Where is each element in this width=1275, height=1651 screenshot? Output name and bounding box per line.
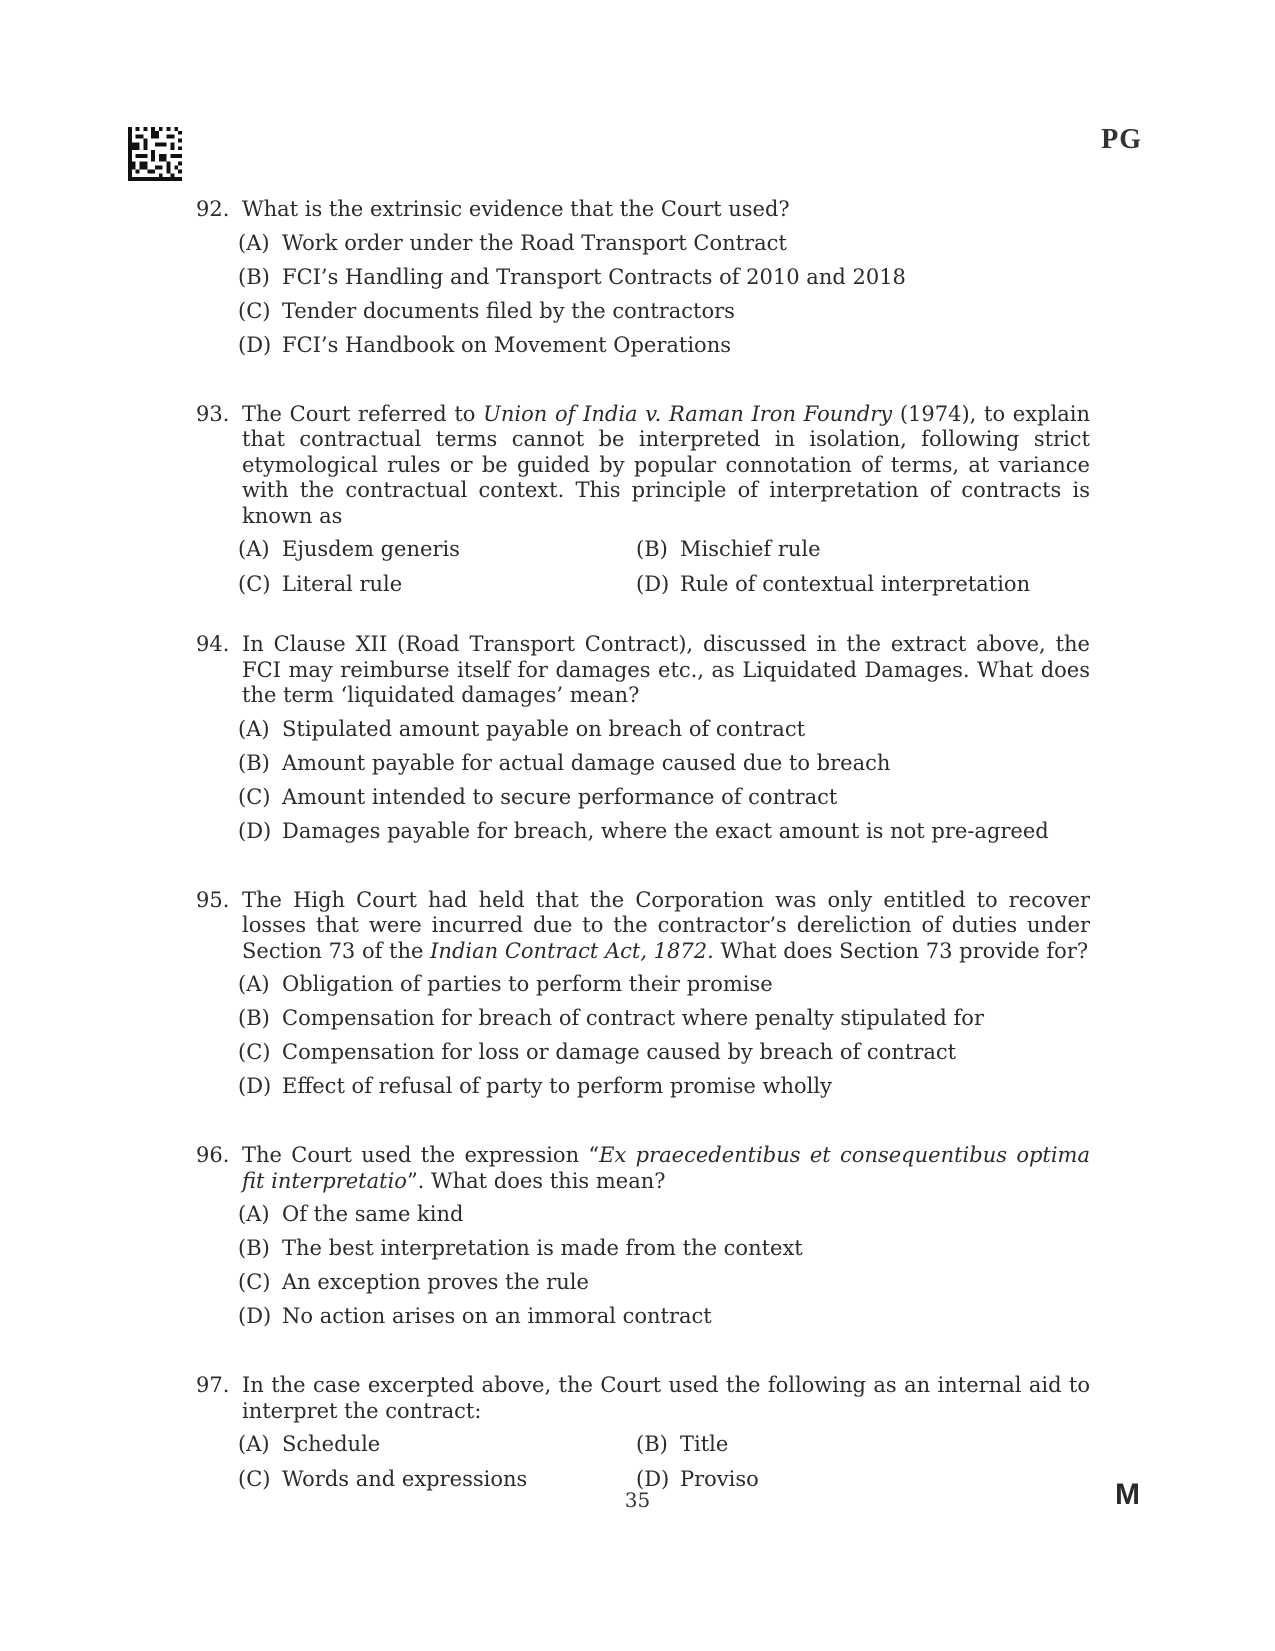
option-b — [238, 751, 1090, 785]
question-text — [242, 197, 1090, 223]
question-text — [242, 888, 1090, 965]
option-list — [238, 537, 1090, 597]
option-label: (D) — [238, 1074, 272, 1098]
option-label: (C) — [238, 571, 271, 596]
option-text: Proviso — [680, 1466, 759, 1491]
option-text: Literal rule — [282, 571, 403, 596]
option-label: (D) — [238, 1304, 272, 1328]
option-c — [238, 572, 636, 598]
option-list — [238, 1202, 1090, 1338]
series-code: M — [1115, 1478, 1140, 1511]
option-a — [238, 972, 1090, 1006]
option-label: (B) — [238, 750, 270, 775]
option-label: (C) — [238, 1270, 271, 1294]
datamatrix-code-icon — [128, 127, 182, 181]
option-text: Rule of contextual interpretation — [680, 571, 1031, 596]
page-number: 35 — [624, 1488, 651, 1512]
option-d — [636, 572, 1090, 598]
question-94 — [196, 632, 1090, 853]
question-96 — [196, 1143, 1090, 1338]
option-list — [238, 231, 1090, 367]
option-text: Compensation for breach of contract where penalty stipulated for — [282, 1006, 984, 1030]
question-text — [242, 632, 1090, 709]
question-number: 94. — [196, 632, 230, 656]
option-d — [238, 1304, 1090, 1338]
option-text: Mischief rule — [680, 537, 821, 561]
option-label: (B) — [238, 1006, 270, 1030]
option-text: An exception proves the rule — [282, 1270, 589, 1294]
option-text: FCI’s Handling and Transport Contracts of 2010 and 2018 — [282, 264, 906, 289]
option-label: (D) — [238, 818, 272, 843]
question-92 — [196, 197, 1090, 367]
question-number: 96. — [196, 1143, 230, 1167]
question-text-italic: Union of India v. Raman Iron Foundry — [483, 401, 893, 426]
paper-code: PG — [1101, 124, 1142, 155]
question-number: 95. — [196, 887, 230, 912]
option-c — [238, 1040, 1090, 1074]
option-a — [238, 537, 636, 563]
option-label: (A) — [238, 537, 270, 561]
question-95 — [196, 888, 1090, 1109]
option-text: Stipulated amount payable on breach of contract — [282, 716, 806, 741]
option-text: Work order under the Road Transport Contract — [282, 230, 787, 255]
option-c — [238, 299, 1090, 333]
question-text-segment: The Court used the expression “ — [242, 1143, 600, 1167]
option-text: No action arises on an immoral contract — [282, 1304, 712, 1328]
option-label: (B) — [238, 264, 270, 289]
question-number: 97. — [196, 1373, 230, 1397]
option-text: Amount intended to secure performance of contract — [282, 784, 838, 809]
option-a — [238, 231, 1090, 265]
option-b — [238, 265, 1090, 299]
option-text: FCI’s Handbook on Movement Operations — [282, 332, 731, 357]
option-text: Effect of refusal of party to perform promise wholly — [282, 1074, 832, 1098]
option-text: Ejusdem generis — [282, 537, 460, 561]
question-text-italic: Indian Contract Act, 1872. — [430, 938, 714, 963]
option-text: Amount payable for actual damage caused due to breach — [282, 750, 891, 775]
option-text: Title — [680, 1432, 729, 1456]
option-b — [238, 1236, 1090, 1270]
question-number: 92. — [196, 197, 230, 221]
option-label: (C) — [238, 784, 271, 809]
option-c — [238, 785, 1090, 819]
question-text-segment: The High Court had held that the Corporation was only entitled to recover losses that were incurred due to the contractor’s dereliction of duties under Section 73 of the — [242, 887, 1090, 963]
option-label: (C) — [238, 298, 271, 323]
question-text-segment: In Clause XII (Road Transport Contract), discussed in the extract above, the FCI may reimburse itself for damages etc., as Liquidated Damages. What does the term ‘liquidated damages’ mean? — [242, 632, 1090, 707]
option-label: (A) — [238, 972, 270, 996]
option-label: (B) — [238, 1236, 270, 1260]
option-label: (D) — [636, 1466, 670, 1491]
option-label: (A) — [238, 1432, 270, 1456]
question-text-segment: (1974), to explain that contractual terms cannot be interpreted in isolation, following strict etymological rules or be guided by popular connotation of terms, at variance with the contractual context. This principle of interpretation of contracts is known as — [242, 401, 1091, 528]
option-label: (B) — [636, 1432, 668, 1456]
question-text-segment: What is the extrinsic evidence that the Court used? — [242, 197, 790, 221]
question-text-segment: The Court referred to — [242, 401, 484, 426]
option-a — [238, 1432, 636, 1458]
option-d — [238, 333, 1090, 367]
option-label: (C) — [238, 1466, 271, 1491]
question-text — [242, 1373, 1090, 1424]
option-c — [238, 1270, 1090, 1304]
option-label: (A) — [238, 1202, 270, 1226]
question-text-segment: What does Section 73 provide for? — [713, 938, 1089, 963]
option-text: Schedule — [282, 1432, 381, 1456]
option-text: Damages payable for breach, where the exact amount is not pre-agreed — [282, 818, 1049, 843]
option-text: Tender documents filed by the contractors — [282, 298, 735, 323]
question-text-segment: In the case excerpted above, the Court used the following as an internal aid to interpret the contract: — [242, 1373, 1090, 1423]
question-text — [242, 402, 1090, 530]
option-text: Obligation of parties to perform their promise — [282, 972, 773, 996]
option-label: (C) — [238, 1040, 271, 1064]
option-text: Of the same kind — [282, 1202, 464, 1226]
question-list — [196, 197, 1090, 1527]
question-93 — [196, 402, 1090, 598]
option-list — [238, 972, 1090, 1108]
option-label: (B) — [636, 537, 668, 561]
option-text: The best interpretation is made from the context — [282, 1236, 803, 1260]
option-label: (D) — [636, 571, 670, 596]
question-97 — [196, 1373, 1090, 1492]
option-d — [238, 1074, 1090, 1108]
option-d — [238, 819, 1090, 853]
option-b — [238, 1006, 1090, 1040]
option-label: (A) — [238, 716, 270, 741]
option-b — [636, 537, 1090, 563]
option-a — [238, 1202, 1090, 1236]
option-list — [238, 717, 1090, 853]
option-label: (D) — [238, 332, 272, 357]
option-b — [636, 1432, 1090, 1458]
option-list — [238, 1432, 1090, 1492]
question-text — [242, 1143, 1090, 1194]
question-text-segment: ”. What does this mean? — [406, 1168, 666, 1193]
option-text: Words and expressions — [282, 1466, 528, 1491]
option-text: Compensation for loss or damage caused by breach of contract — [282, 1040, 957, 1064]
option-label: (A) — [238, 230, 270, 255]
question-text-italic: Ex praecedentibus et consequentibus optima fit interpretatio — [242, 1143, 1090, 1193]
question-number: 93. — [196, 401, 230, 426]
option-a — [238, 717, 1090, 751]
